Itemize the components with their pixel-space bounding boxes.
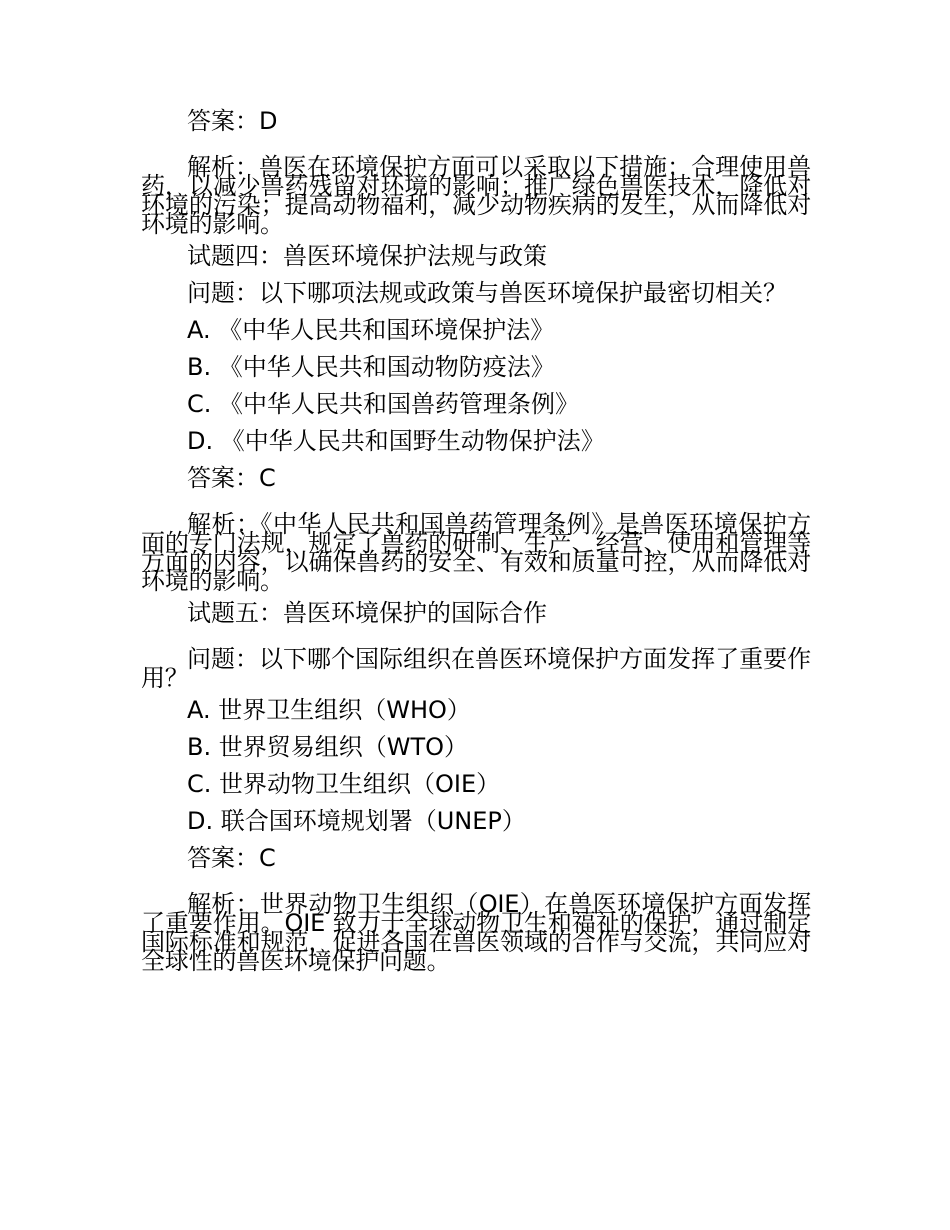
option-c: C. 世界动物卫生组织（OIE） <box>187 770 501 798</box>
question-text: 问题：以下哪项法规或政策与兽医环境保护最密切相关？ <box>187 279 787 307</box>
option-b: B. 《中华人民共和国动物防疫法》 <box>187 353 555 381</box>
option-c: C. 《中华人民共和国兽药管理条例》 <box>187 390 580 418</box>
option-d: D. 《中华人民共和国野生动物保护法》 <box>187 427 605 455</box>
answer-line: 答案：D <box>187 107 278 135</box>
question-title: 试题五：兽医环境保护的国际合作 <box>187 599 547 627</box>
answer-line: 答案：C <box>187 844 276 872</box>
analysis-paragraph: 解析：《中华人民共和国兽药管理条例》是兽医环境保护方面的专门法规，规定了兽药的研制、生产、经营、使用和管理等方面的内容，以确保兽药的安全、有效和质量可控，从而降低对环境的影响。 <box>141 510 811 595</box>
option-a: A. 《中华人民共和国环境保护法》 <box>187 316 555 344</box>
option-d: D. 联合国环境规划署（UNEP） <box>187 807 526 835</box>
answer-line: 答案：C <box>187 464 276 492</box>
document-body <box>141 103 811 975</box>
option-a: A. 世界卫生组织（WHO） <box>187 696 471 724</box>
question-title: 试题四：兽医环境保护法规与政策 <box>187 242 547 270</box>
option-b: B. 世界贸易组织（WTO） <box>187 733 469 761</box>
analysis-paragraph: 解析：世界动物卫生组织（OIE）在兽医环境保护方面发挥了重要作用。OIE 致力于全球动物卫生和福祉的保护，通过制定国际标准和规范，促进各国在兽医领域的合作与交流，共同应对全球性的兽医环境保护问题。 <box>141 890 811 975</box>
question-text: 问题：以下哪个国际组织在兽医环境保护方面发挥了重要作用？ <box>141 645 811 692</box>
analysis-paragraph: 解析：兽医在环境保护方面可以采取以下措施：合理使用兽药，以减少兽药残留对环境的影响；推广绿色兽医技术，降低对环境的污染；提高动物福利，减少动物疾病的发生，从而降低对环境的影响。 <box>141 153 811 238</box>
